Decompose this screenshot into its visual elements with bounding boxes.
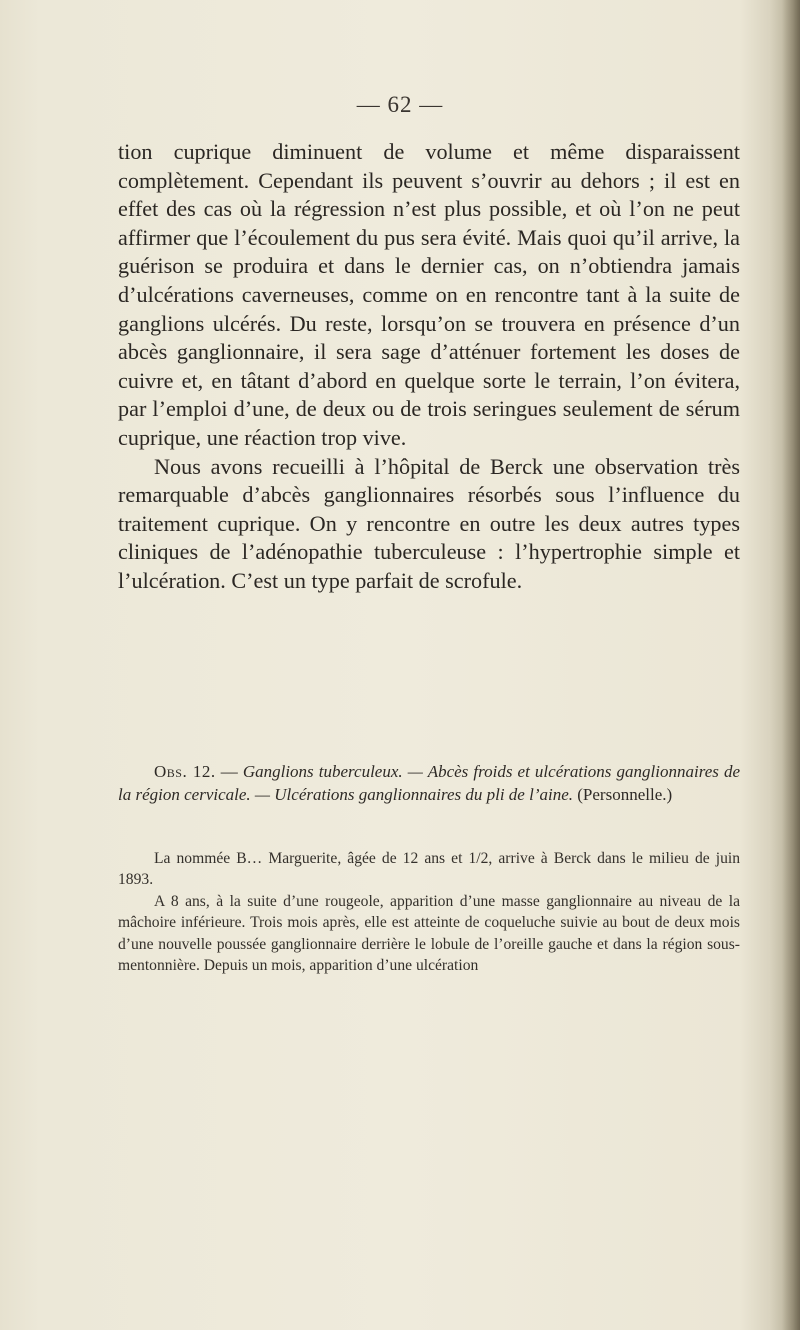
observation-title-3: Ulcérations ganglionnaires du pli de l’aine. [274, 785, 574, 804]
page-number: — 62 — [356, 92, 444, 117]
observation-source: (Personnelle.) [573, 785, 673, 804]
observation-title-1: Ganglions tuberculeux. [242, 762, 403, 781]
observation-label: Obs. 12. [154, 762, 216, 781]
observation-title-2: Abcès froids et ulcérations ganglionnaires de la région cervicale. [118, 762, 741, 804]
body-paragraph-2: Nous avons recueilli à l’hôpital de Berck une observation très remarquable d’abcès ganglionnaires résorbés sous l’influence du traitement cuprique. On y rencontre en outre les deux autres types cliniques de l’adénopathie tuberculeuse : l’hypertrophie simple et l’ulcération. C’est un type parfait de scrofule. [118, 453, 740, 593]
main-text [118, 138, 740, 596]
observation-title-dash-2: — [250, 785, 275, 804]
observation-title-dash-1: — [402, 762, 428, 781]
case-paragraph-1: La nommée B… Marguerite, âgée de 12 ans et 1/2, arrive à Berck dans le milieu de juin 1893. [118, 850, 740, 889]
case-paragraph-2: A 8 ans, à la suite d’une rougeole, apparition d’une masse ganglionnaire au niveau de la mâchoire inférieure. Trois mois après, elle est atteinte de coqueluche suivie au bout de deux mois d’une nouvelle poussée ganglionnaire derrière le lobule de l’oreille gauche et dans la région sous-mentonnière. Depuis un mois, apparition d’une ulcération [118, 892, 740, 975]
case-report [118, 848, 740, 976]
body-paragraph-1: tion cuprique diminuent de volume et même disparaissent complètement. Cependant ils peuvent s’ouvrir au dehors ; il est en effet des cas où la régression n’est plus possible, et où l’on ne peut affirmer que l’écoulement du pus sera évité. Mais quoi qu’il arrive, la guérison se produira et dans le dernier cas, on n’obtiendra jamais d’ulcérations caverneuses, comme on en rencontre tant à la suite de ganglions ulcérés. Du reste, lorsqu’on se trouvera en présence d’un abcès ganglionnaire, il sera sage d’atténuer fortement les doses de cuivre et, en tâtant d’abord en quelque sorte le terrain, l’on évitera, par l’emploi d’une, de deux ou de trois seringues seulement de sérum cuprique, une réaction trop vive. [118, 139, 740, 450]
page-spine-shadow [782, 0, 800, 1330]
observation-dash: — [215, 762, 243, 781]
observation-heading [118, 760, 740, 806]
